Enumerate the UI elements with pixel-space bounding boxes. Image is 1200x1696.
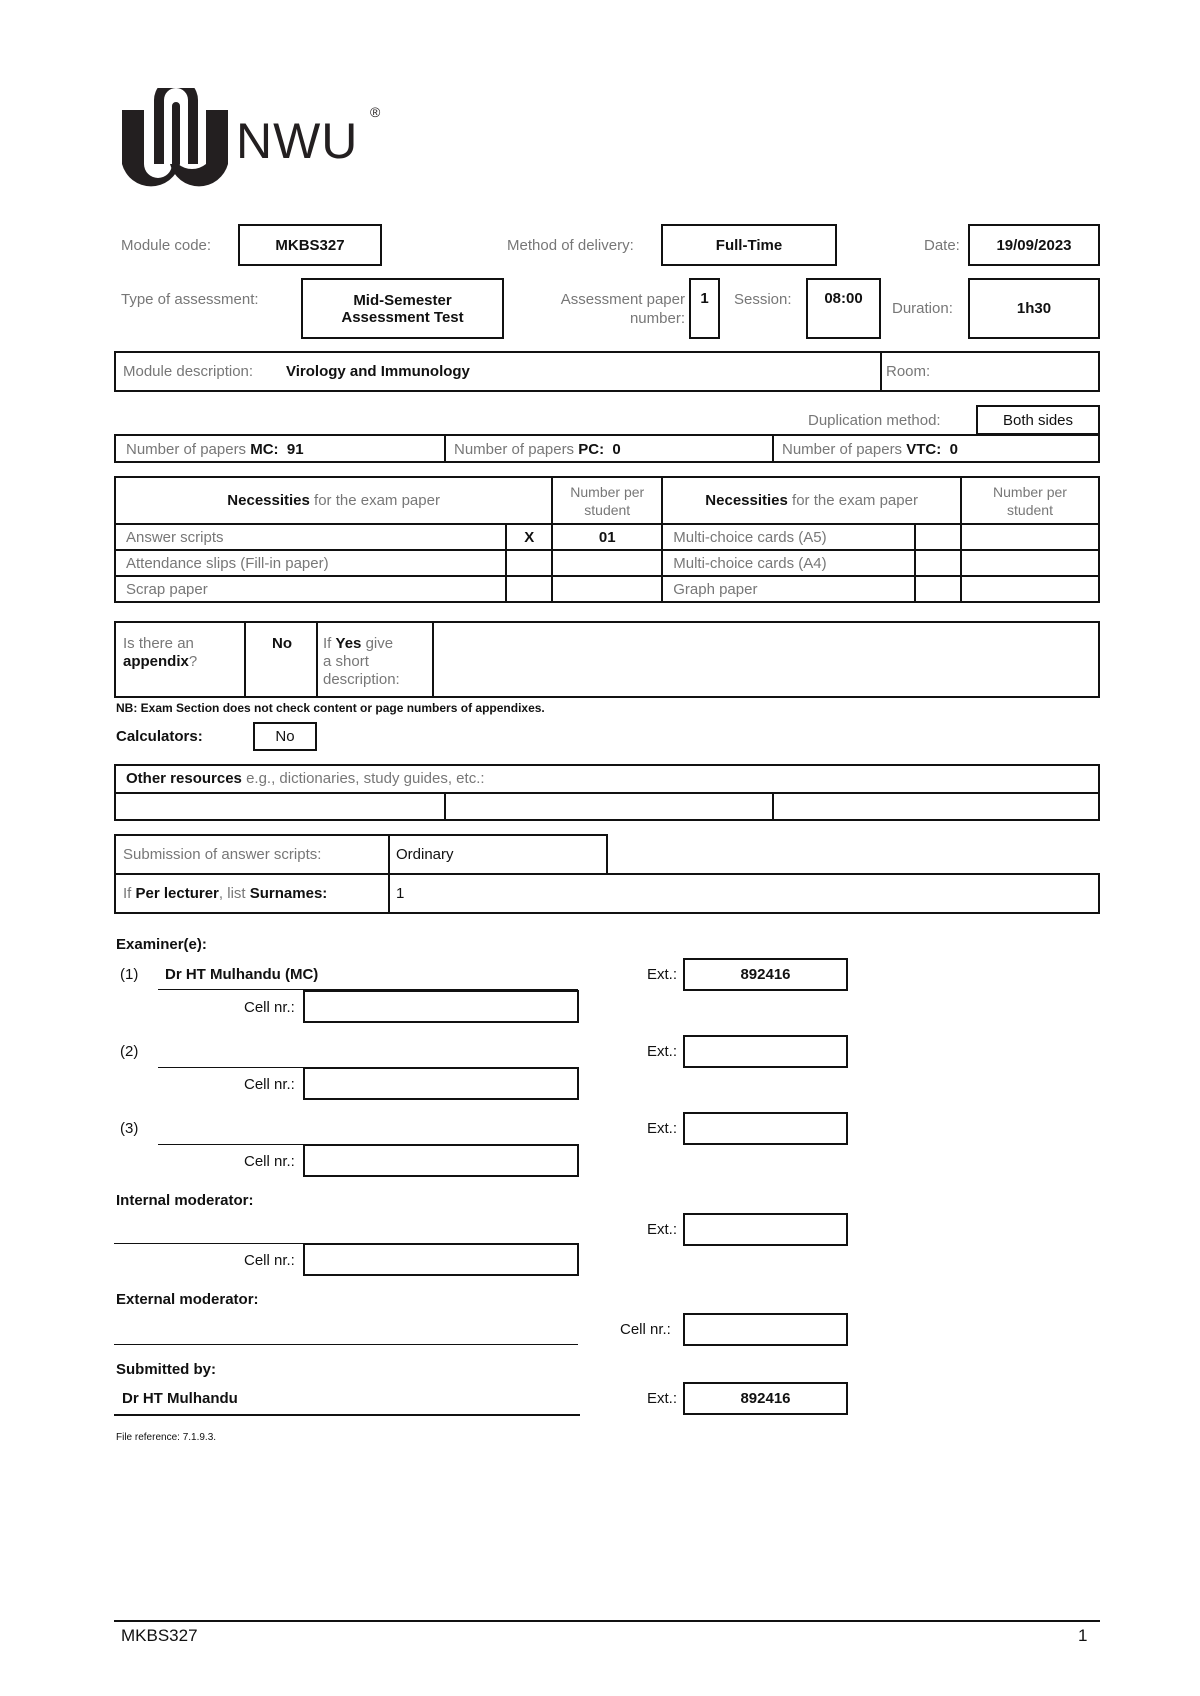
internal-ext-label: Ext.:: [647, 1221, 678, 1238]
type-box: [301, 278, 504, 339]
calculators-box: No: [253, 722, 317, 751]
submission-value: Ordinary: [396, 846, 454, 863]
per-student-header-left: Number per student: [552, 477, 662, 524]
footer-rule: [114, 1620, 1100, 1622]
papers-vtc-label: Number of papers: [782, 441, 903, 458]
necessities-table: [114, 476, 1100, 603]
appendix-box: [114, 621, 1100, 698]
necessity-count: [552, 550, 662, 576]
examiner-1-ext: 892416: [683, 958, 848, 991]
type-line2: Assessment Test: [341, 308, 464, 326]
room-label: Room:: [886, 363, 931, 380]
surnames-value: 1: [396, 885, 405, 902]
session-box: [806, 278, 881, 339]
submission-label: Submission of answer scripts:: [123, 846, 322, 863]
examiner-1-number: (1): [120, 966, 139, 983]
per-lecturer-box: [114, 873, 1100, 914]
papers-mc-value: 91: [286, 441, 304, 458]
paper-number-label-2: number:: [629, 310, 685, 327]
method-box: Full-Time: [661, 224, 837, 266]
examiner-3-cell: [303, 1144, 579, 1177]
paper-number-label-1: Assessment paper: [560, 291, 685, 308]
external-cell: [683, 1313, 848, 1346]
type-label: Type of assessment:: [121, 291, 259, 308]
examiner-1-cell: [303, 990, 579, 1023]
necessity-mark: [506, 576, 552, 602]
necessity-mark: [915, 524, 961, 550]
examiner-2-number: (2): [120, 1043, 139, 1060]
papers-pc-key: PC:: [578, 441, 605, 458]
papers-vtc-key: VTC:: [906, 441, 942, 458]
other-resources-box: [114, 764, 1100, 821]
examiner-3-number: (3): [120, 1120, 139, 1137]
paper-number-box: [689, 278, 720, 339]
internal-cell-label: Cell nr.:: [244, 1252, 295, 1269]
necessities-header-right: Necessities for the exam paper: [662, 477, 961, 524]
papers-mc-label: Number of papers: [126, 441, 247, 458]
necessity-item: Scrap paper: [115, 576, 506, 602]
examiner-3-cell-label: Cell nr.:: [244, 1153, 295, 1170]
necessity-count: [961, 576, 1099, 602]
duration-label: Duration:: [892, 300, 953, 317]
necessity-count: [552, 576, 662, 602]
appendix-nb: NB: Exam Section does not check content or page numbers of appendixes.: [116, 701, 545, 715]
other-resources-label: Other resources e.g., dictionaries, study guides, etc.:: [126, 770, 485, 787]
necessity-count: [961, 550, 1099, 576]
examiner-2-cell-label: Cell nr.:: [244, 1076, 295, 1093]
necessity-mark: [915, 576, 961, 602]
papers-row: [114, 434, 1100, 463]
necessity-count: [961, 524, 1099, 550]
submitted-by-label: Submitted by:: [116, 1361, 216, 1378]
necessity-mark: [915, 550, 961, 576]
type-line1: Mid-Semester: [353, 291, 452, 309]
submitted-by-name: Dr HT Mulhandu: [122, 1390, 238, 1407]
examiner-3-ext: [683, 1112, 848, 1145]
examiner-3-ext-label: Ext.:: [647, 1120, 678, 1137]
necessity-item: Multi-choice cards (A5): [662, 524, 915, 550]
internal-moderator-label: Internal moderator:: [116, 1192, 254, 1209]
examiner-2-cell: [303, 1067, 579, 1100]
necessity-item: Graph paper: [662, 576, 915, 602]
module-description-row: [114, 351, 1100, 392]
method-label: Method of delivery:: [507, 237, 634, 254]
duplication-label: Duplication method:: [808, 412, 941, 429]
module-code-label: Module code:: [121, 237, 212, 254]
logo-wordmark: NWU: [236, 113, 359, 169]
footer-module-code: MKBS327: [121, 1626, 198, 1645]
nwu-logo: [118, 88, 398, 198]
date-label: Date:: [924, 237, 960, 254]
examiner-1-name: Dr HT Mulhandu (MC): [165, 966, 319, 983]
internal-cell: [303, 1243, 579, 1276]
appendix-question: Is there an appendix?: [123, 635, 198, 670]
papers-vtc-value: 0: [949, 441, 958, 458]
appendix-if-yes: If Yes give a short description:: [323, 635, 400, 688]
examiner-2-ext-label: Ext.:: [647, 1043, 678, 1060]
external-cell-label: Cell nr.:: [620, 1321, 671, 1338]
per-lecturer-label: If Per lecturer, list Surnames:: [123, 885, 328, 902]
per-student-header-right: Number per student: [961, 477, 1099, 524]
necessity-mark: X: [506, 524, 552, 550]
necessity-item: Attendance slips (Fill-in paper): [115, 550, 506, 576]
calculators-label: Calculators:: [116, 728, 203, 745]
module-code-box: MKBS327: [238, 224, 382, 266]
necessities-header-left: Necessities for the exam paper: [115, 477, 552, 524]
necessity-item: Answer scripts: [115, 524, 506, 550]
footer-page-number: 1: [1078, 1626, 1088, 1645]
file-reference: File reference: 7.1.9.3.: [116, 1432, 217, 1443]
necessity-count: 01: [552, 524, 662, 550]
date-box: 19/09/2023: [968, 224, 1100, 266]
papers-mc-key: MC:: [250, 441, 279, 458]
paper-number: 1: [700, 290, 709, 307]
submission-box: [114, 834, 608, 875]
necessity-mark: [506, 550, 552, 576]
necessity-item: Multi-choice cards (A4): [662, 550, 915, 576]
nwu-emblem-icon: [118, 88, 233, 196]
internal-ext: [683, 1213, 848, 1246]
papers-pc-label: Number of papers: [454, 441, 575, 458]
duration-box: 1h30: [968, 278, 1100, 339]
appendix-answer: No: [272, 635, 292, 652]
session-value: 08:00: [824, 290, 863, 307]
examiner-2-ext: [683, 1035, 848, 1068]
session-label: Session:: [734, 291, 792, 308]
submitted-ext-label: Ext.:: [647, 1390, 678, 1407]
submitted-ext: 892416: [683, 1382, 848, 1415]
duplication-box: Both sides: [976, 405, 1100, 435]
registered-mark: ®: [370, 104, 381, 120]
examiner-1-ext-label: Ext.:: [647, 966, 678, 983]
examiners-label: Examiner(e):: [116, 936, 207, 953]
papers-pc-value: 0: [612, 441, 621, 458]
module-description-label: Module description:: [123, 363, 254, 380]
external-moderator-label: External moderator:: [116, 1291, 259, 1308]
examiner-1-cell-label: Cell nr.:: [244, 999, 295, 1016]
module-description: Virology and Immunology: [286, 363, 470, 380]
